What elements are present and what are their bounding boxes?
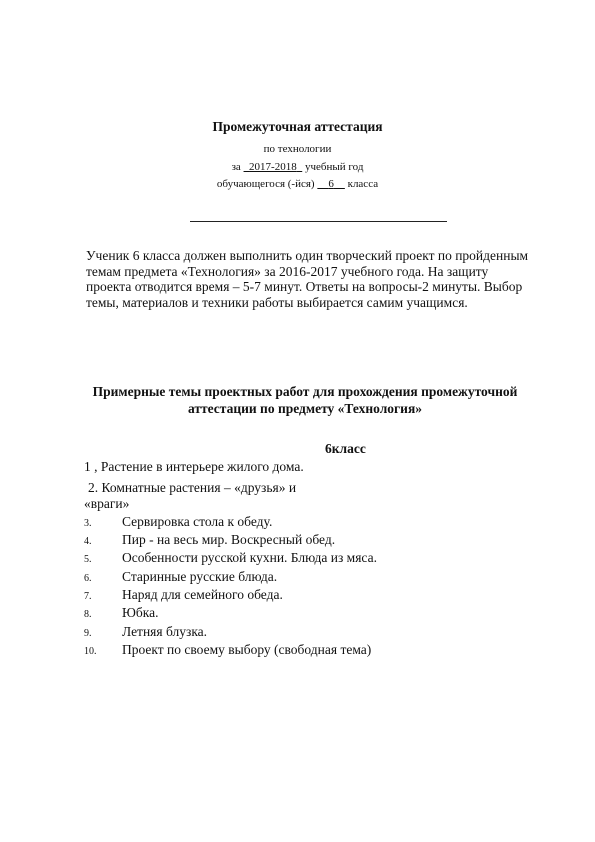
list-item-text: Особенности русской кухни. Блюда из мяса. [122,550,377,565]
list-item-text: Юбка. [122,605,159,620]
intro-line: темы, материалов и техники работы выбирается самим учащимся. [86,294,468,310]
intro-line: темам предмета «Технология» за 2016-2017 учебного года. На защиту [86,263,489,279]
list-item [84,605,158,621]
list-item [84,459,304,475]
list-item-text: Наряд для семейного обеда. [122,587,283,602]
intro-line: проекта отводится время – 5-7 минут. Ответы на вопросы-2 минуты. Выбор [86,279,523,294]
topics-heading-line: аттестации по предмету «Технология» [187,401,422,416]
list-item-number: 9. [84,628,92,639]
year-value: 2017-2018 [249,161,297,173]
list-item-number: 1 [84,459,91,474]
list-item-number: 4. [84,536,92,547]
list-item [84,569,277,585]
intro-line: Ученик 6 класса должен выполнить один творческий проект по пройденным [86,248,529,263]
year-prefix: за [231,161,241,173]
list-item-number: 6. [84,573,92,584]
grade-line [0,178,595,190]
grade-prefix: обучающегося (-йся) [216,178,315,190]
list-item-number: 5. [84,554,92,565]
list-item [84,514,272,530]
list-item-text: Комнатные растения – «друзья» и [98,480,297,495]
list-item [84,642,371,658]
list-item-number: 7. [84,591,92,602]
list-item-number: 8. [84,609,92,620]
list-item-number: 2. [88,480,99,495]
list-item [84,624,207,640]
list-item-number: 10. [84,646,97,657]
list-item-text: «враги» [84,496,130,511]
grade-label: 6класс [325,441,366,456]
list-item [84,532,335,548]
subject-line: по технологии [263,143,332,155]
topics-heading-line: Примерные темы проектных работ для прохождения промежуточной [92,384,518,399]
list-item [84,550,377,566]
year-suffix: учебный год [304,161,364,173]
list-item-text: , Растение в интерьере жилого дома. [90,459,304,474]
horizontal-rule [190,221,447,222]
intro-paragraph [86,248,556,310]
list-item-text: Сервировка стола к обеду. [122,514,273,529]
list-item-text: Проект по своему выбору (свободная тема) [122,642,372,657]
document-title: Промежуточная аттестация [212,119,383,134]
list-item-number: 3. [84,518,92,529]
list-item-text: Пир - на весь мир. Воскресный обед. [122,532,336,547]
list-item-text: Старинные русские блюда. [122,569,278,584]
grade-value: 6 [328,178,334,190]
list-item [84,587,283,603]
list-item [84,496,129,512]
list-item [88,480,296,496]
topics-heading [70,383,540,417]
grade-suffix: класса [347,178,379,190]
list-item-text: Летняя блузка. [122,624,208,639]
year-line [0,161,595,173]
